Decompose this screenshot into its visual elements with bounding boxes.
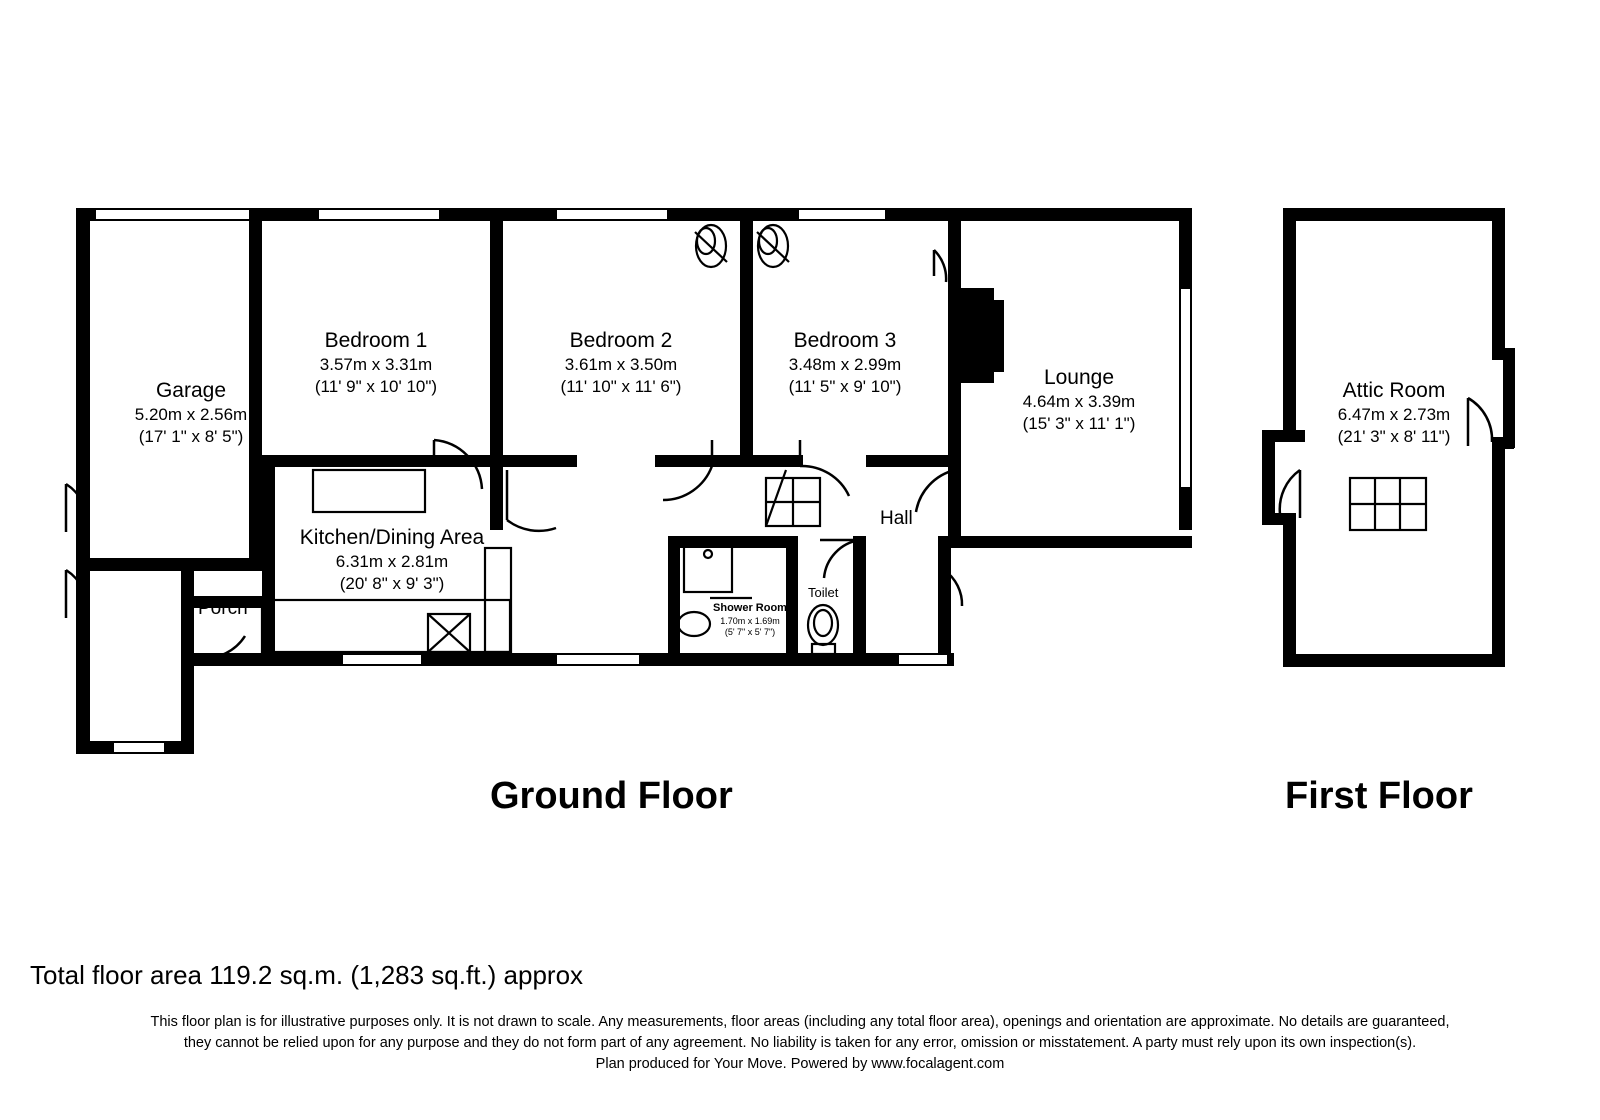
room-dimensions-imperial: (5' 7" x 5' 7") [724, 627, 776, 637]
room-name: Kitchen/Dining Area [299, 526, 485, 549]
room-label-shower-room [690, 602, 810, 638]
room-dimensions-metric: 1.70m x 1.69m [720, 615, 780, 626]
room-dimensions-metric: 6.31m x 2.81m [335, 552, 449, 572]
disclaimer-line-1: This floor plan is for illustrative purposes only. It is not drawn to scale. Any measurements, floor areas (including any total floor area), openings and orientation are approximate. No details are guaranteed, [150, 1014, 1450, 1030]
disclaimer [0, 1012, 1600, 1075]
room-name: Bedroom 2 [569, 329, 673, 352]
room-name: Attic Room [1342, 379, 1446, 402]
room-dimensions-metric: 3.48m x 2.99m [788, 355, 902, 375]
total-floor-area: Total floor area 119.2 sq.m. (1,283 sq.ft.) approx [30, 960, 584, 990]
room-label-lounge [965, 365, 1193, 434]
ground-floor-plan [66, 208, 1192, 754]
room-name: Bedroom 3 [793, 329, 897, 352]
disclaimer-line-2: they cannot be relied upon for any purpose and they do not form part of any agreement. No liability is taken for any error, omission or misstatement. A party must rely upon its own inspection(s). [183, 1035, 1417, 1052]
room-label-toilet: Toilet [808, 585, 839, 600]
room-dimensions-imperial: (21' 3" x 8' 11") [1337, 426, 1451, 446]
disclaimer-line-3: Plan produced for Your Move. Powered by www.focalagent.com [595, 1056, 1005, 1073]
room-name: Shower Room [713, 602, 787, 614]
room-label-kitchen-dining-area [262, 525, 522, 594]
room-dimensions-imperial: (11' 9" x 10' 10") [314, 376, 438, 396]
room-dimensions-metric: 4.64m x 3.39m [1022, 392, 1136, 412]
ground-floor-walls [76, 208, 1192, 754]
room-dimensions-imperial: (15' 3" x 11' 1") [1022, 413, 1136, 433]
room-dimensions-metric: 5.20m x 2.56m [134, 405, 248, 425]
room-dimensions-imperial: (11' 5" x 9' 10") [788, 376, 902, 396]
room-dimensions-metric: 6.47m x 2.73m [1337, 405, 1451, 425]
room-name: Garage [155, 379, 227, 402]
room-name: Bedroom 1 [324, 329, 428, 352]
room-label-hall: Hall [880, 508, 913, 529]
room-label-bedroom-3 [735, 328, 955, 397]
room-label-attic-room [1285, 378, 1503, 447]
room-dimensions-imperial: (11' 10" x 11' 6") [560, 376, 682, 396]
room-label-bedroom-1 [265, 328, 487, 397]
room-label-bedroom-2 [505, 328, 737, 397]
first-floor-fixtures [1350, 478, 1426, 530]
room-dimensions-imperial: (17' 1" x 8' 5") [138, 426, 244, 446]
room-label-porch: Porch [198, 598, 248, 619]
room-name: Lounge [1043, 366, 1115, 389]
room-dimensions-metric: 3.61m x 3.50m [564, 355, 678, 375]
floor-title-ground: Ground Floor [490, 775, 733, 817]
room-dimensions-metric: 3.57m x 3.31m [319, 355, 433, 375]
room-dimensions-imperial: (20' 8" x 9' 3") [339, 573, 445, 593]
floor-title-first: First Floor [1285, 775, 1473, 817]
